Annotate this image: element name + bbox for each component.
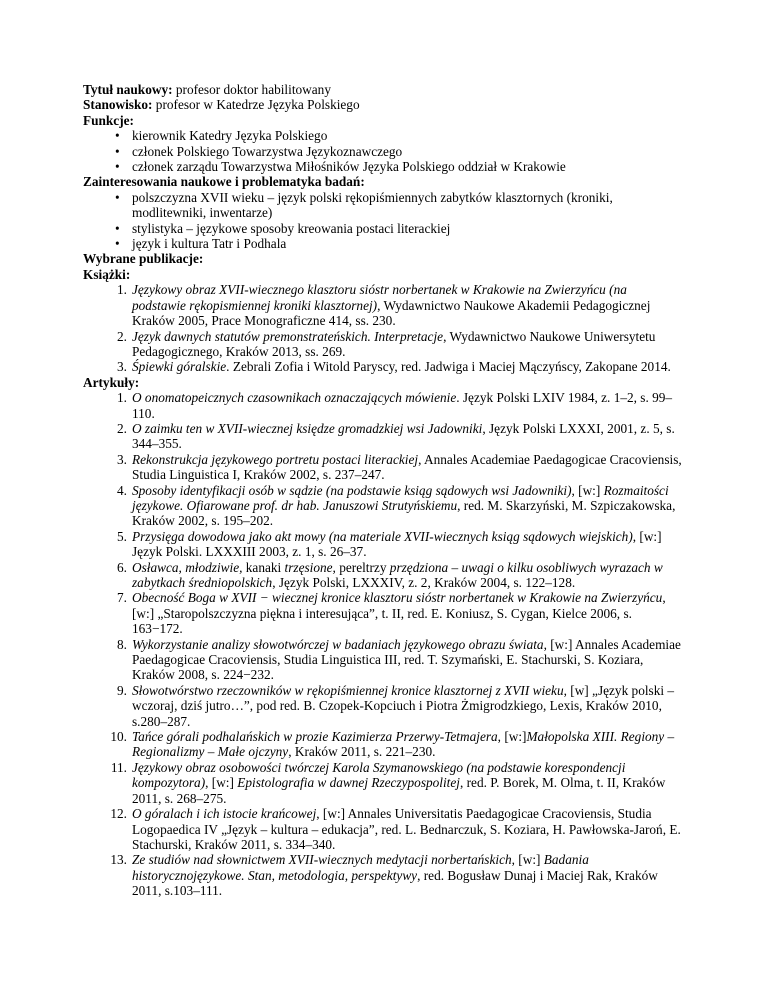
articles-list: [83, 390, 683, 898]
position-line: [83, 97, 683, 112]
list-item: 3. Rekonstrukcja językowego portretu postaci literackiej, Annales Academiae Paedagogicae Cracoviensis, Studia Linguistica I, Kraków 2002, s. 237–247.: [117, 451, 682, 483]
academic-title-value: profesor doktor habilitowany: [172, 82, 331, 97]
list-item: • język i kultura Tatr i Podhala: [115, 236, 287, 252]
list-item: • członek Polskiego Towarzystwa Językoznawczego: [115, 143, 403, 159]
books-heading: Książki:: [83, 266, 131, 282]
publications-heading: Wybrane publikacje:: [83, 251, 204, 267]
list-item: 1. O onomatopeicznych czasownikach oznaczających mówienie. Język Polski LXIV 1984, z. 1–2, s. 99–110.: [117, 390, 673, 421]
list-item: 5. Przysięga dowodowa jako akt mowy (na materiale XVII-wiecznych ksiąg sądowych wiejskich), [w:] Język Polski. LXXXIII 2003, z. 1, s. 26–37.: [117, 528, 662, 560]
list-item: 13. Ze studiów nad słownictwem XVII-wiecznych medytacji norbertańskich, [w:] Badania historycznojęzykowe. Stan, metodologia, perspektywy, red. Bogusław Dunaj i Maciej Rak, Kraków 2011, s.103–111.: [110, 852, 658, 899]
academic-title-line: [83, 82, 683, 97]
document-body: [83, 82, 683, 899]
list-item: 10. Tańce górali podhalańskich w prozie Kazimierza Przerwy-Tetmajera, [w:]Małopolska XIII. Regiony – Regionalizmy – Małe ojczyny, Kraków 2011, s. 221–230.: [110, 729, 675, 760]
list-item: • stylistyka – językowe sposoby kreowania postaci literackiej: [115, 220, 451, 236]
academic-title-label: Tytuł naukowy:: [83, 82, 173, 97]
bullet-icon: •: [115, 128, 120, 144]
list-item: 12. O góralach i ich istocie krańcowej, [w:] Annales Universitatis Paedagogicae Cracoviensis, Studia Logopaedica IV „Język – kultura – edukacja”, red. L. Bednarczuk, S. Koziara, H. Pawłowska-Jaroń, E. Stachurski, Kraków 2011, s. 334–340.: [110, 806, 681, 852]
bullet-icon: •: [115, 236, 120, 252]
books-list: [83, 282, 683, 374]
interests-heading: Zainteresowania naukowe i problematyka badań:: [83, 174, 365, 190]
list-item: 4. Sposoby identyfikacji osób w sądzie (na podstawie ksiąg sądowych wsi Jadowniki), [w:] Rozmaitości językowe. Ofiarowane prof. dr hab. Januszowi Strutyńskiemu, red. M. Skarzyński, M. Szpiczakowska, Kraków 2002, s. 195–202.: [117, 482, 676, 529]
list-item: 9. Słowotwórstwo rzeczowników w rękopiśmiennej kronice klasztornej z XVII wieku, [w] „Język polski – wczoraj, dziś jutro…”, pod red. B. Czopek-Kopciuch i Piotra Żmigrodzkiego, Lexis, Kraków 2010, s.280–287.: [117, 682, 675, 729]
bullet-icon: •: [115, 159, 120, 175]
position-value: profesor w Katedrze Języka Polskiego: [152, 97, 360, 113]
bullet-icon: •: [115, 143, 120, 159]
bullet-icon: •: [115, 189, 120, 205]
functions-heading: Funkcje:: [83, 112, 134, 128]
articles-heading: Artykuły:: [83, 374, 140, 390]
list-item: 1. Językowy obraz XVII-wiecznego klasztoru sióstr norbertanek w Krakowie na Zwierzyńcu (na podstawie rękopismiennej kroniki klasztornej), Wydawnictwo Naukowe Akademii Pedagogicznej Kraków 2005, Prace Monograficzne 414, ss. 230.: [117, 282, 651, 329]
bullet-icon: •: [115, 220, 120, 236]
list-item: 6. Osławca, młodziwie, kanaki trzęsione, pereltrzy przędziona – uwagi o kilku osobliwych wyrazach w zabytkach średniopolskich, Język Polski, LXXXIV, z. 2, Kraków 2004, s. 122–128.: [117, 559, 663, 590]
list-item: 2. O zaimku ten w XVII-wiecznej księdze gromadzkiej wsi Jadowniki, Język Polski LXXXI, 2001, z. 5, s. 344–355.: [117, 420, 675, 452]
list-item: 2. Język dawnych statutów premonstrateńskich. Interpretacje, Wydawnictwo Naukowe Uniwersytetu Pedagogicznego, Kraków 2013, ss. 269.: [117, 328, 656, 359]
list-item: • członek zarządu Towarzystwa Miłośników Języka Polskiego oddział w Krakowie: [115, 159, 566, 175]
functions-list: [83, 128, 683, 174]
list-item: • kierownik Katedry Języka Polskiego: [115, 128, 328, 144]
position-label: Stanowisko:: [83, 97, 153, 113]
interests-list: [83, 190, 683, 252]
list-item: 11. Językowy obraz osobowości twórczej Karola Szymanowskiego (na podstawie korespondencji kompozytora), [w:] Epistolografia w dawnej Rzeczypospolitej, red. P. Borek, M. Olma, t. II, Kraków 2011, s. 268–275.: [110, 759, 666, 806]
list-item: 8. Wykorzystanie analizy słowotwórczej w badaniach językowego obrazu świata, [w:] Annales Academiae Paedagogicae Cracoviensis, Studia Linguistica III, red. T. Szymański, E. Stachurski, S. Koziara, Kraków 2008, s. 224−232.: [117, 636, 681, 683]
list-item: 3. Śpiewki góralskie. Zebrali Zofia i Witold Paryscy, red. Jadwiga i Maciej Mączyńscy, Zakopane 2014.: [117, 359, 671, 375]
list-item: • polszczyzna XVII wieku – język polski rękopiśmiennych zabytków klasztornych (kroniki, modlitewniki, inwentarze): [115, 189, 613, 221]
list-item: 7. Obecność Boga w XVII − wiecznej kronice klasztoru sióstr norbertanek w Krakowie na Zwierzyńcu, [w:] „Staropolszczyzna piękna i interesująca”, t. II, red. E. Koniusz, S. Cygan, Kielce 2006, s. 163−172.: [117, 590, 666, 637]
